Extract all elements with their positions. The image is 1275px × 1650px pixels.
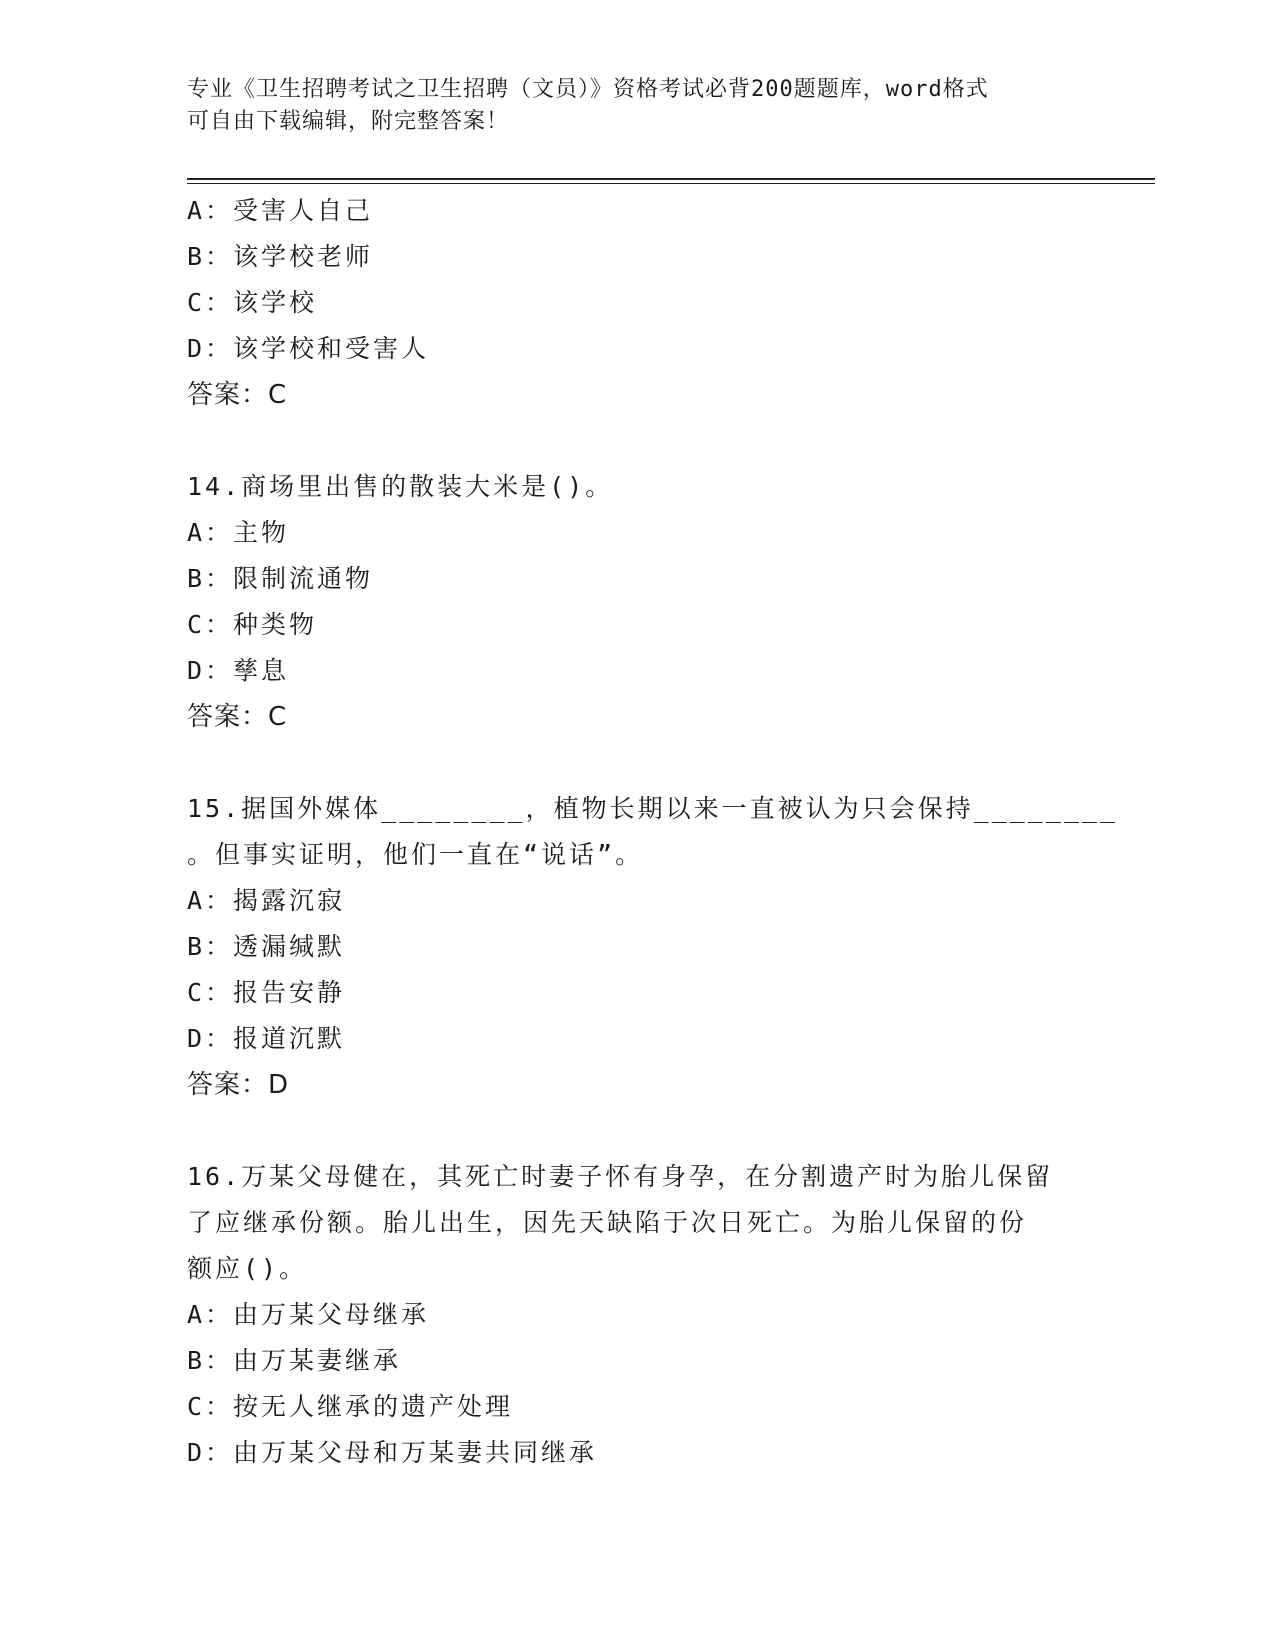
answer-line: 答案：C [187,702,288,732]
option-letter: B： [187,242,234,271]
option-d [187,326,1087,372]
question-16 [187,1154,1087,1476]
option-text: 该学校老师 [233,242,374,271]
question-13-options [187,188,1087,418]
spacer [187,418,1087,464]
option-letter: A： [187,518,234,547]
option-c [187,970,1087,1016]
option-a [187,878,1087,924]
option-d [187,648,1087,694]
question-stem-continued: 额应()。 [187,1254,308,1283]
option-text: 由万某父母和万某妻共同继承 [233,1438,598,1467]
option-letter: C： [187,978,234,1007]
question-stem-continued: 。但事实证明，他们一直在“说话”。 [187,840,644,869]
option-text: 按无人继承的遗产处理 [233,1392,514,1421]
option-d [187,1430,1087,1476]
option-a [187,1292,1087,1338]
option-text: 该学校 [233,288,318,317]
option-letter: D： [187,334,234,363]
option-b [187,924,1087,970]
option-letter: A： [187,886,234,915]
option-c [187,602,1087,648]
document-header [187,74,1067,138]
option-letter: B： [187,932,234,961]
header-title-line-1: 专业《卫生招聘考试之卫生招聘（文员）》资格考试必背200题题库，word格式 [187,77,989,102]
option-letter: B： [187,1346,234,1375]
option-letter: A： [187,196,234,225]
question-list [187,188,1118,1476]
answer-line: 答案：C [187,380,288,410]
option-a [187,510,1087,556]
question-stem: 14.商场里出售的散装大米是()。 [187,472,614,501]
spacer [187,1108,1087,1154]
header-divider-thin [187,183,1155,184]
option-letter: D： [187,1024,234,1053]
option-letter: D： [187,1438,234,1467]
option-c [187,280,1087,326]
option-text: 主物 [233,518,290,547]
option-text: 由万某父母继承 [233,1300,430,1329]
option-letter: D： [187,656,234,685]
question-stem-continued: 了应继承份额。胎儿出生，因先天缺陷于次日死亡。为胎儿保留的份 [187,1208,1028,1237]
spacer [187,740,1087,786]
option-letter: B： [187,564,234,593]
question-14 [187,464,1087,740]
option-text: 孳息 [233,656,290,685]
option-letter: A： [187,1300,234,1329]
option-text: 透漏缄默 [233,932,346,961]
option-text: 该学校和受害人 [233,334,430,363]
option-text: 报道沉默 [233,1024,346,1053]
option-letter: C： [187,288,234,317]
option-text: 报告安静 [233,978,346,1007]
question-stem: 16.万某父母健在，其死亡时妻子怀有身孕，在分割遗产时为胎儿保留 [187,1162,1054,1191]
option-text: 种类物 [233,610,318,639]
option-c [187,1384,1087,1430]
option-letter: C： [187,610,234,639]
question-15 [187,786,1118,1108]
answer-line: 答案：D [187,1070,290,1100]
header-title-line-2: 可自由下载编辑，附完整答案！ [187,109,510,134]
option-text: 受害人自己 [233,196,374,225]
option-text: 由万某妻继承 [233,1346,402,1375]
option-b [187,234,1087,280]
header-divider-thick [187,178,1155,180]
option-a [187,188,1087,234]
option-b [187,556,1087,602]
option-b [187,1338,1087,1384]
option-text: 揭露沉寂 [233,886,346,915]
option-text: 限制流通物 [233,564,374,593]
question-stem: 15.据国外媒体________，植物长期以来一直被认为只会保持________ [187,794,1118,823]
option-d [187,1016,1087,1062]
option-letter: C： [187,1392,234,1421]
